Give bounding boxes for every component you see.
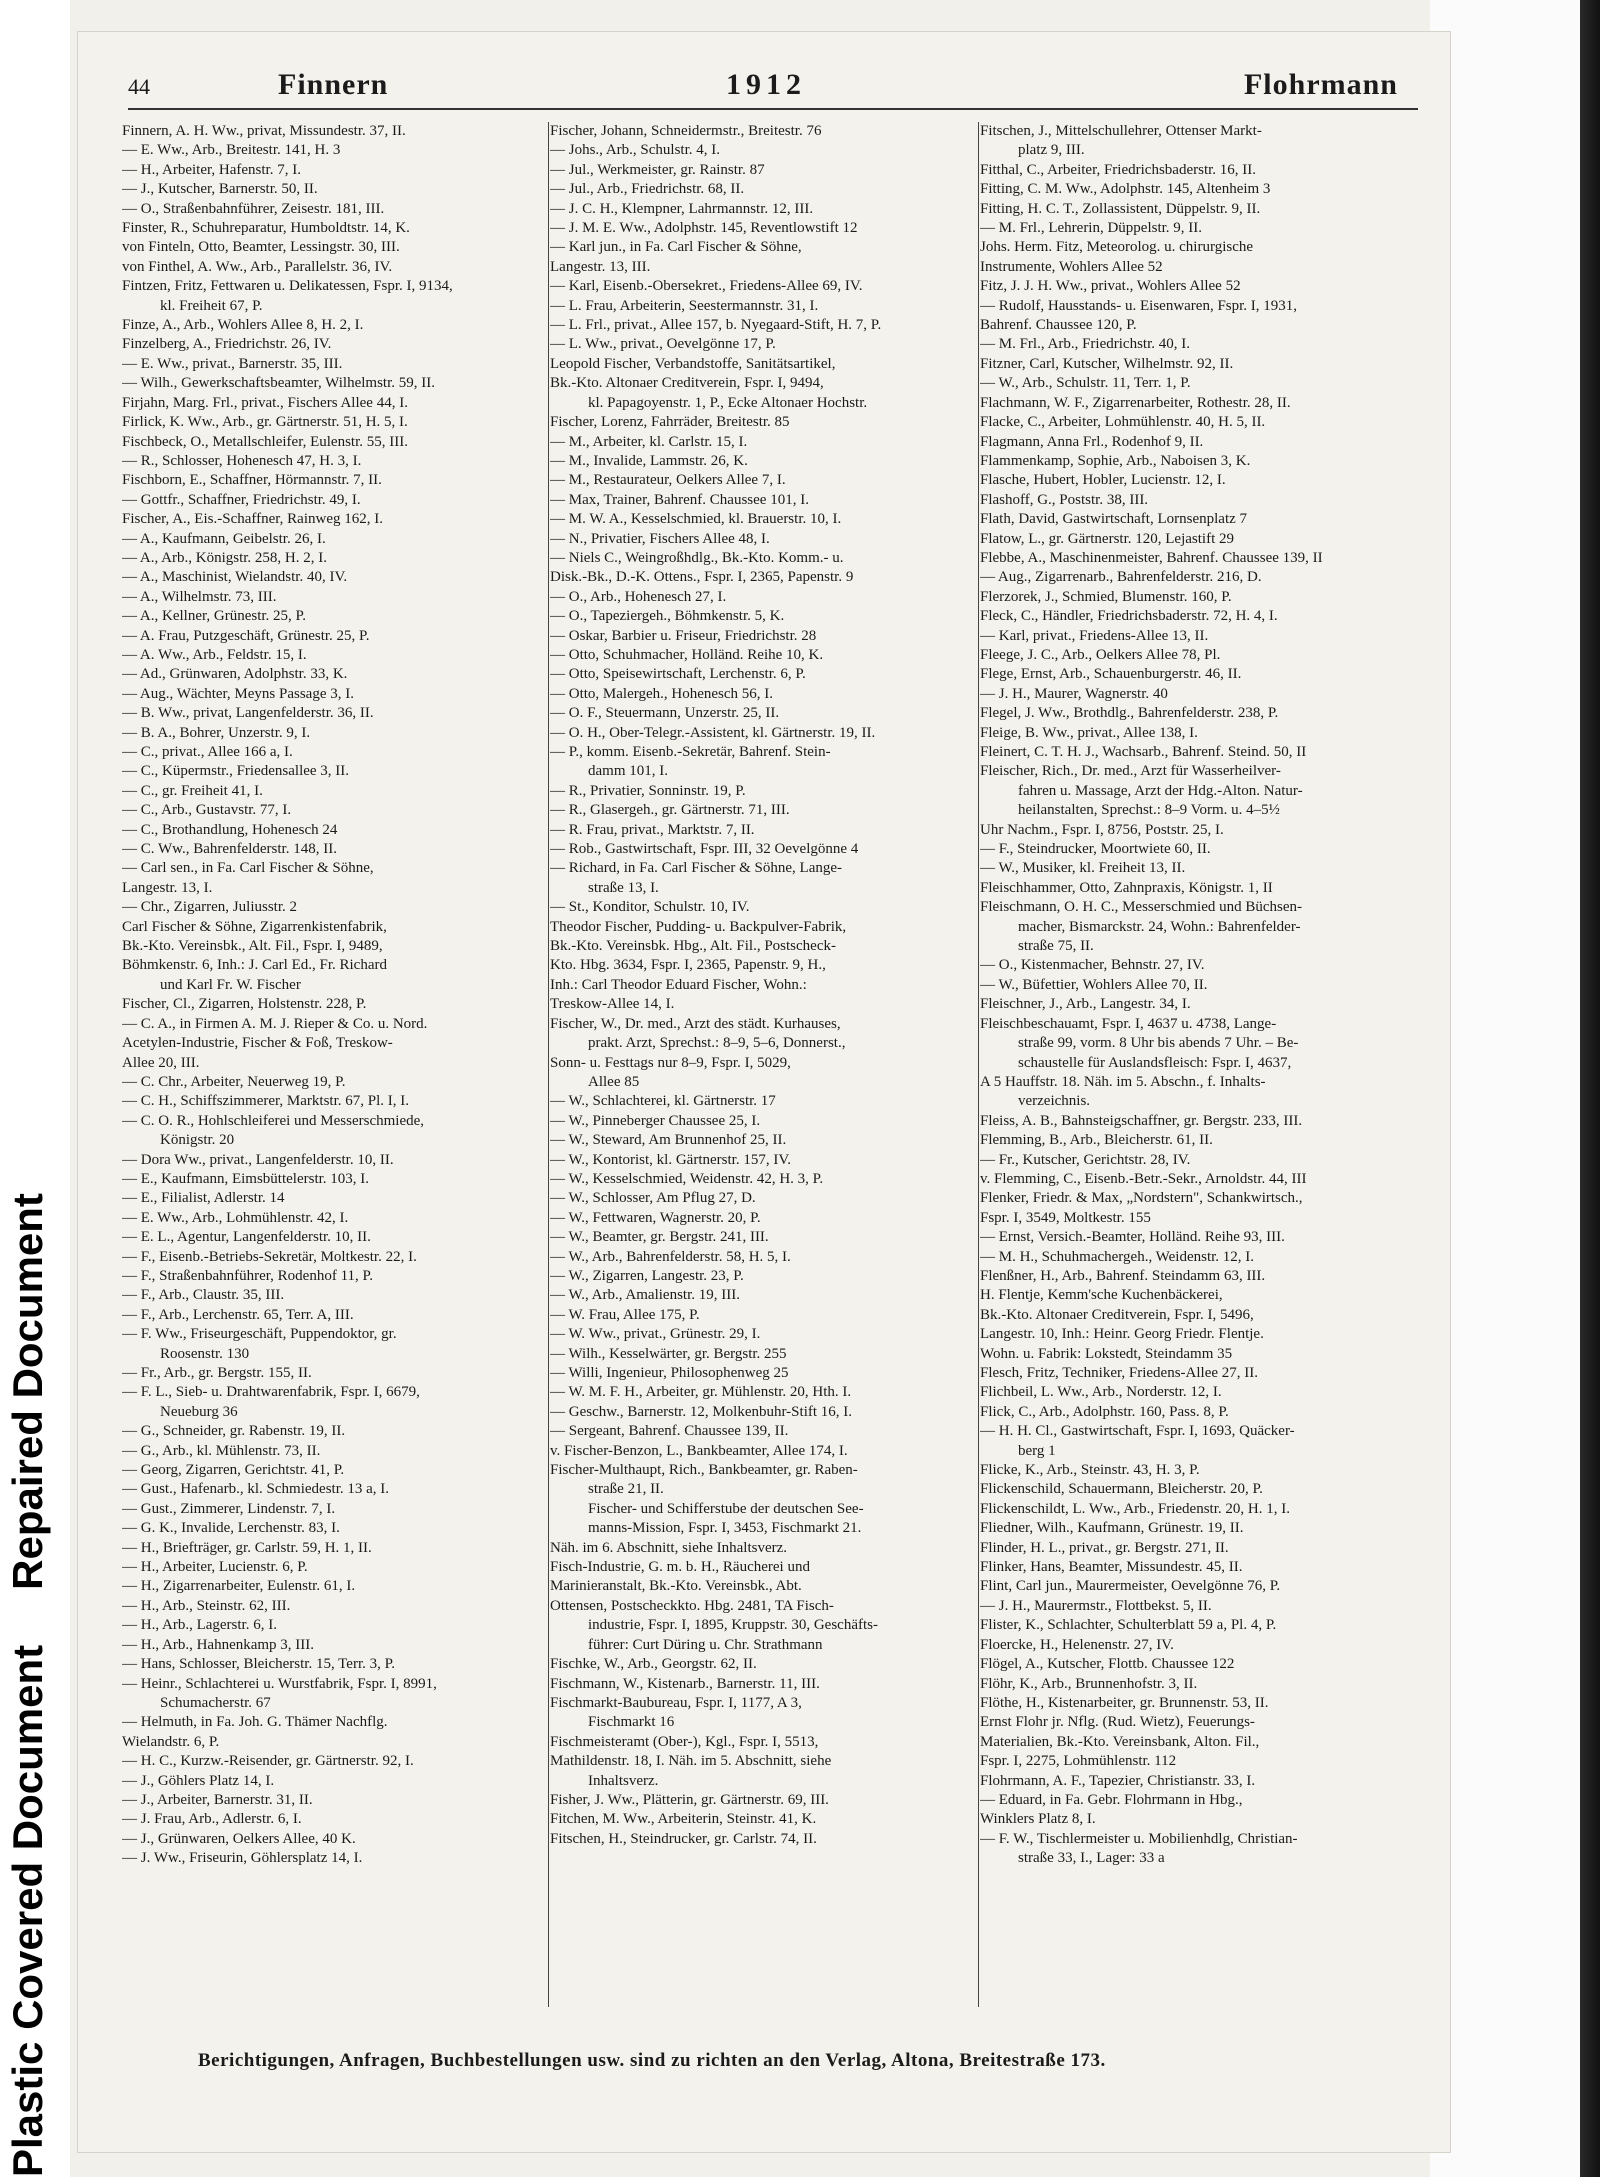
directory-entry: Fitschen, J., Mittelschullehrer, Ottenser Markt- (980, 123, 1262, 139)
header-year: 1912 (726, 68, 806, 101)
directory-entry: — G., Schneider, gr. Rabenstr. 19, II. (122, 1423, 346, 1440)
directory-entry: — W., Fettwaren, Wagnerstr. 20, P. (550, 1209, 761, 1226)
directory-columns (122, 122, 1422, 2022)
directory-entry: — H. C., Kurzw.-Reisender, gr. Gärtnerstr. 92, I. (122, 1753, 414, 1770)
directory-entry: Fleiss, A. B., Bahnsteigschaffner, gr. Bergstr. 233, III. (980, 1112, 1303, 1129)
directory-entry: — M. Frl., Lehrerin, Düppelstr. 9, II. (980, 220, 1203, 237)
directory-entry: Fischmann, W., Kistenarb., Barnerstr. 11, III. (550, 1675, 820, 1692)
directory-entry: Flagmann, Anna Frl., Rodenhof 9, II. (980, 433, 1204, 450)
directory-entry: — J., Kutscher, Barnerstr. 50, II. (122, 181, 318, 198)
directory-entry: — F., Arb., Lerchenstr. 65, Terr. A, III. (122, 1306, 354, 1323)
directory-entry: — A., Arb., Königstr. 258, H. 2, I. (122, 549, 328, 566)
directory-entry: Bahrenf. Chaussee 120, P. (980, 317, 1137, 334)
directory-entry: — W., Schlosser, Am Pflug 27, D. (550, 1190, 756, 1207)
directory-entry: — L. Frl., privat., Allee 157, b. Nyegaard-Stift, H. 7, P. (550, 317, 882, 334)
directory-entry: Fischer, Cl., Zigarren, Holstenstr. 228, P. (122, 996, 367, 1013)
directory-entry: — O., Tapeziergeh., Böhmkenstr. 5, K. (550, 608, 785, 625)
directory-entry: — W., Büfettier, Wohlers Allee 70, II. (980, 976, 1208, 993)
directory-entry: Näh. im 6. Abschnitt, siehe Inhaltsverz. (550, 1539, 788, 1556)
directory-entry: — A. Frau, Putzgeschäft, Grünestr. 25, P. (122, 627, 370, 644)
directory-entry: — Gust., Hafenarb., kl. Schmiedestr. 13 a, I. (122, 1481, 390, 1498)
directory-entry: — J. H., Maurer, Wagnerstr. 40 (980, 685, 1168, 702)
directory-entry: — B. Ww., privat, Langenfelderstr. 36, II. (122, 705, 374, 722)
directory-entry: — E. Ww., privat., Barnerstr. 35, III. (122, 355, 343, 372)
directory-entry: — Oskar, Barbier u. Friseur, Friedrichstr. 28 (550, 627, 817, 644)
directory-entry: — Jul., Arb., Friedrichstr. 68, II. (550, 181, 745, 198)
directory-entry: und Karl Fr. W. Fischer (160, 976, 301, 993)
directory-entry: Flick, C., Arb., Adolphstr. 160, Pass. 8, P. (980, 1403, 1229, 1420)
directory-entry: heilanstalten, Sprechst.: 8–9 Vorm. u. 4–5½ (1018, 802, 1280, 819)
directory-entry: Allee 85 (588, 1073, 640, 1090)
directory-entry: Flenßner, H., Arb., Bahrenf. Steindamm 63, III. (980, 1267, 1266, 1284)
directory-entry: — Wilh., Kesselwärter, gr. Bergstr. 255 (550, 1345, 787, 1362)
directory-entry: — W., Musiker, kl. Freiheit 13, II. (980, 860, 1186, 877)
directory-entry: Flögel, A., Kutscher, Flottb. Chaussee 122 (980, 1656, 1235, 1673)
directory-entry: — J., Arbeiter, Barnerstr. 31, II. (122, 1791, 313, 1808)
side-label-repaired: Repaired Document (4, 1193, 51, 1590)
directory-entry: straße 75, II. (1018, 938, 1094, 955)
directory-entry: — W., Kesselschmied, Weidenstr. 42, H. 3, P. (550, 1170, 824, 1187)
directory-entry: — E. L., Agentur, Langenfelderstr. 10, II. (122, 1229, 371, 1246)
directory-entry: — C. Ww., Bahrenfelderstr. 148, II. (122, 841, 337, 858)
directory-entry: Materialien, Bk.-Kto. Vereinsbank, Alton. Fil., (980, 1733, 1260, 1750)
directory-entry: Flister, K., Schlachter, Schulterblatt 59 a, Pl. 4, P. (980, 1617, 1277, 1634)
directory-entry: Carl Fischer & Söhne, Zigarrenkistenfabrik, (122, 918, 387, 935)
directory-entry: — O. H., Ober-Telegr.-Assistent, kl. Gärtnerstr. 19, II. (550, 724, 876, 741)
directory-entry: — Ad., Grünwaren, Adolphstr. 33, K. (122, 666, 348, 683)
directory-entry: Kto. Hbg. 3634, Fspr. I, 2365, Papenstr. 9, H., (550, 957, 826, 974)
directory-entry: — C. O. R., Hohlschleiferei und Messerschmiede, (122, 1112, 425, 1129)
directory-entry: — M., Restaurateur, Oelkers Allee 7, I. (550, 472, 786, 489)
directory-entry: Fischmarkt 16 (588, 1714, 675, 1731)
directory-entry: — J. C. H., Klempner, Lahrmannstr. 12, III. (550, 200, 814, 217)
directory-entry: Langestr. 13, III. (550, 258, 651, 275)
directory-entry: manns-Mission, Fspr. I, 3453, Fischmarkt 21. (588, 1520, 862, 1537)
page-header (128, 68, 1418, 110)
directory-entry: Bk.-Kto. Altonaer Creditverein, Fspr. I, 9494, (550, 375, 824, 392)
directory-entry: — W., Arb., Schulstr. 11, Terr. 1, P. (980, 375, 1191, 392)
directory-entry: Fitzner, Carl, Kutscher, Wilhelmstr. 92, II. (980, 355, 1234, 372)
directory-entry: Finnern, A. H. Ww., privat, Missundestr. 37, II. (122, 123, 406, 139)
directory-entry: Fitthal, C., Arbeiter, Friedrichsbaderstr. 16, II. (980, 161, 1257, 178)
directory-entry: — M., Invalide, Lammstr. 26, K. (550, 452, 748, 469)
directory-entry: — Sergeant, Bahrenf. Chaussee 139, II. (550, 1423, 789, 1440)
directory-entry: Schumacherstr. 67 (160, 1694, 271, 1711)
directory-entry: Fleischmann, O. H. C., Messerschmied und Büchsen- (980, 899, 1303, 916)
directory-entry: — G. K., Invalide, Lerchenstr. 83, I. (122, 1520, 340, 1537)
directory-entry: H. Flentje, Kemm'sche Kuchenbäckerei, (980, 1287, 1223, 1304)
directory-entry: Fischer, W., Dr. med., Arzt des städt. Kurhauses, (550, 1015, 841, 1032)
directory-entry: Bk.-Kto. Altonaer Creditverein, Fspr. I, 5496, (980, 1306, 1254, 1323)
directory-entry: — F., Steindrucker, Moortwiete 60, II. (980, 841, 1211, 858)
directory-entry: — R., Schlosser, Hohenesch 47, H. 3, I. (122, 452, 362, 469)
directory-entry: Flatow, L., gr. Gärtnerstr. 120, Lejastift 29 (980, 530, 1234, 547)
directory-entry: — Helmuth, in Fa. Joh. G. Thämer Nachflg. (122, 1714, 388, 1731)
directory-entry: Fitting, C. M. Ww., Adolphstr. 145, Altenheim 3 (980, 181, 1271, 198)
directory-entry: platz 9, III. (1018, 142, 1085, 159)
directory-entry: — P., komm. Eisenb.-Sekretär, Bahrenf. Stein- (550, 744, 831, 760)
directory-entry: Inh.: Carl Theodor Eduard Fischer, Wohn.: (550, 976, 807, 993)
directory-entry: — H., Arbeiter, Hafenstr. 7, I. (122, 161, 301, 178)
directory-entry: Flacke, C., Arbeiter, Lohmühlenstr. 40, H. 5, II. (980, 414, 1266, 431)
directory-entry: Fischmeisteramt (Ober-), Kgl., Fspr. I, 5513, (550, 1733, 819, 1750)
directory-entry: Fisch-Industrie, G. m. b. H., Räucherei und (550, 1559, 810, 1576)
directory-entry: — C., Küpermstr., Friedensallee 3, II. (122, 763, 350, 780)
directory-entry: — Otto, Speisewirtschaft, Lerchenstr. 6, P. (550, 666, 806, 683)
directory-entry: Fleege, J. C., Arb., Oelkers Allee 78, Pl. (980, 646, 1221, 663)
directory-entry: — F., Arb., Claustr. 35, III. (122, 1287, 285, 1304)
directory-entry: — O., Arb., Hohenesch 27, I. (550, 588, 727, 605)
directory-entry: — Gottfr., Schaffner, Friedrichstr. 49, I. (122, 491, 361, 508)
directory-entry: schaustelle für Auslandsfleisch: Fspr. I, 4637, (1018, 1054, 1292, 1071)
directory-entry: — Ernst, Versich.-Beamter, Holländ. Reihe 93, III. (980, 1229, 1285, 1246)
directory-entry: Fitschen, H., Steindrucker, gr. Carlstr. 74, II. (550, 1830, 817, 1847)
directory-entry: Flohrmann, A. F., Tapezier, Christianstr. 33, I. (980, 1772, 1256, 1789)
directory-entry: Johs. Herm. Fitz, Meteorolog. u. chirurgische (980, 239, 1254, 256)
directory-entry: — F. W., Tischlermeister u. Mobilienhdlg, Christian- (980, 1830, 1298, 1847)
directory-entry: — M., Arbeiter, kl. Carlstr. 15, I. (550, 433, 748, 450)
directory-entry: — F. L., Sieb- u. Drahtwarenfabrik, Fspr. I, 6679, (122, 1384, 420, 1401)
directory-entry: — Johs., Arb., Schulstr. 4, I. (550, 142, 721, 159)
directory-entry: — Richard, in Fa. Carl Fischer & Söhne, Lange- (550, 860, 843, 877)
directory-entry: Flinker, Hans, Beamter, Missundestr. 45, II. (980, 1559, 1243, 1576)
directory-entry: — W., Beamter, gr. Bergstr. 241, III. (550, 1229, 769, 1246)
directory-entry: führer: Curt Düring u. Chr. Strathmann (588, 1636, 823, 1653)
directory-entry: v. Fischer-Benzon, L., Bankbeamter, Allee 174, I. (550, 1442, 848, 1459)
directory-entry: Böhmkenstr. 6, Inh.: J. Carl Ed., Fr. Richard (122, 957, 387, 974)
directory-entry: — W., Arb., Amalienstr. 19, III. (550, 1287, 740, 1304)
directory-entry: Neueburg 36 (160, 1403, 238, 1420)
directory-entry: v. Flemming, C., Eisenb.-Betr.-Sekr., Arnoldstr. 44, III (980, 1170, 1307, 1187)
directory-entry: — B. A., Bohrer, Unzerstr. 9, I. (122, 724, 311, 741)
directory-entry: Fischmarkt-Baubureau, Fspr. I, 1177, A 3, (550, 1694, 802, 1711)
directory-entry: — W. Ww., privat., Grünestr. 29, I. (550, 1326, 761, 1343)
directory-column-1 (122, 122, 542, 2022)
directory-entry: Fleck, C., Händler, Friedrichsbaderstr. 72, H. 4, I. (980, 608, 1278, 625)
directory-entry: — O., Kistenmacher, Behnstr. 27, IV. (980, 957, 1205, 974)
directory-entry: Flegel, J. Ww., Brothdlg., Bahrenfelderstr. 238, P. (980, 705, 1279, 722)
directory-entry: — M. W. A., Kesselschmied, kl. Brauerstr. 10, I. (550, 511, 842, 528)
directory-entry: von Finthel, A. Ww., Arb., Parallelstr. 36, IV. (122, 258, 393, 275)
directory-entry: Flath, David, Gastwirtschaft, Lornsenplatz 7 (980, 511, 1248, 528)
side-caption-text (4, 1193, 52, 2177)
directory-entry: Bk.-Kto. Vereinsbk. Hbg., Alt. Fil., Postscheck- (550, 938, 836, 955)
directory-entry: — E., Filialist, Adlerstr. 14 (122, 1190, 285, 1207)
directory-entry: — Geschw., Barnerstr. 12, Molkenbuhr-Stift 16, I. (550, 1403, 853, 1420)
directory-entry: Leopold Fischer, Verbandstoffe, Sanitätsartikel, (550, 355, 836, 372)
directory-column-3 (980, 122, 1420, 2022)
directory-entry: Fitchen, M. Ww., Arbeiterin, Steinstr. 41, K. (550, 1811, 817, 1828)
directory-entry: — Fr., Kutscher, Gerichtstr. 28, IV. (980, 1151, 1191, 1168)
directory-entry: — Eduard, in Fa. Gebr. Flohrmann in Hbg., (980, 1791, 1243, 1808)
directory-entry: — E. Ww., Arb., Breitestr. 141, H. 3 (122, 142, 341, 159)
directory-entry: — Rob., Gastwirtschaft, Fspr. III, 32 Oevelgönne 4 (550, 841, 859, 858)
directory-entry: Flenker, Friedr. & Max, „Nordstern", Schankwirtsch., (980, 1190, 1303, 1207)
directory-entry: Fischer, A., Eis.-Schaffner, Rainweg 162, I. (122, 511, 383, 528)
directory-entry: straße 13, I. (588, 879, 659, 896)
directory-entry: — Fr., Arb., gr. Bergstr. 155, II. (122, 1365, 312, 1381)
directory-entry: straße 99, vorm. 8 Uhr bis abends 7 Uhr. – Be- (1018, 1035, 1299, 1052)
directory-entry: Finzelberg, A., Friedrichstr. 26, IV. (122, 336, 332, 353)
directory-entry: — E. Ww., Arb., Lohmühlenstr. 42, I. (122, 1209, 349, 1226)
directory-entry: Instrumente, Wohlers Allee 52 (980, 258, 1163, 275)
directory-entry: — Aug., Zigarrenarb., Bahrenfelderstr. 216, D. (980, 569, 1262, 586)
directory-column-2 (550, 122, 972, 2022)
directory-entry: — J. H., Maurermstr., Flottbekst. 5, II. (980, 1597, 1212, 1614)
directory-entry: Flemming, B., Arb., Bleicherstr. 61, II. (980, 1132, 1213, 1149)
directory-entry: — Hans, Schlosser, Bleicherstr. 15, Terr. 3, P. (122, 1656, 396, 1673)
directory-entry: Uhr Nachm., Fspr. I, 8756, Poststr. 25, I. (980, 821, 1224, 838)
directory-entry: — N., Privatier, Fischers Allee 48, I. (550, 530, 770, 547)
directory-entry: Fleischner, J., Arb., Langestr. 34, I. (980, 996, 1191, 1013)
directory-entry: Fleige, B. Ww., privat., Allee 138, I. (980, 724, 1198, 741)
directory-entry: Fintzen, Fritz, Fettwaren u. Delikatessen, Fspr. I, 9134, (122, 278, 453, 295)
directory-entry: Flachmann, W. F., Zigarrenarbeiter, Rothestr. 28, II. (980, 394, 1291, 411)
directory-entry: — L. Ww., privat., Oevelgönne 17, P. (550, 336, 776, 353)
directory-entry: — H., Briefträger, gr. Carlstr. 59, H. 1, II. (122, 1539, 372, 1556)
page-number: 44 (128, 74, 150, 99)
directory-entry: — Chr., Zigarren, Juliusstr. 2 (122, 899, 297, 916)
directory-entry: — L. Frau, Arbeiterin, Seestermannstr. 31, I. (550, 297, 819, 314)
directory-entry: — Jul., Werkmeister, gr. Rainstr. 87 (550, 161, 765, 178)
directory-entry: Firjahn, Marg. Frl., privat., Fischers Allee 44, I. (122, 394, 408, 411)
directory-entry: — Dora Ww., privat., Langenfelderstr. 10, II. (122, 1151, 394, 1168)
directory-entry: Flint, Carl jun., Maurermeister, Oevelgönne 76, P. (980, 1578, 1281, 1595)
directory-entry: Finze, A., Arb., Wohlers Allee 8, H. 2, I. (122, 317, 364, 334)
directory-entry: kl. Papagoyenstr. 1, P., Ecke Altonaer Hochstr. (588, 394, 868, 411)
directory-entry: — W., Schlachterei, kl. Gärtnerstr. 17 (550, 1093, 776, 1110)
directory-entry: Fleischhammer, Otto, Zahnpraxis, Königstr. 1, II (980, 879, 1273, 896)
directory-entry: — W. M. F. H., Arbeiter, gr. Mühlenstr. 20, Hth. I. (550, 1384, 852, 1401)
directory-entry: Allee 20, III. (122, 1054, 200, 1071)
directory-entry: Flöhr, K., Arb., Brunnenhofstr. 3, II. (980, 1675, 1198, 1692)
directory-entry: — H. H. Cl., Gastwirtschaft, Fspr. I, 1693, Quäcker- (980, 1423, 1295, 1440)
directory-entry: — Otto, Malergeh., Hohenesch 56, I. (550, 685, 774, 702)
directory-entry: Flashoff, G., Poststr. 38, III. (980, 491, 1149, 508)
directory-entry: — C., privat., Allee 166 a, I. (122, 744, 293, 760)
directory-entry: Fleischer, Rich., Dr. med., Arzt für Wasserheilver- (980, 763, 1281, 780)
directory-entry: — W., Kontorist, kl. Gärtnerstr. 157, IV. (550, 1151, 791, 1168)
directory-entry: Fleinert, C. T. H. J., Wachsarb., Bahrenf. Steind. 50, II (980, 744, 1307, 760)
directory-entry: Wohn. u. Fabrik: Lokstedt, Steindamm 35 (980, 1345, 1233, 1362)
directory-entry: Fischer, Johann, Schneidermstr., Breitestr. 76 (550, 123, 822, 139)
directory-entry: — W., Pinneberger Chaussee 25, I. (550, 1112, 761, 1129)
directory-entry: Fischborn, E., Schaffner, Hörmannstr. 7, II. (122, 472, 382, 489)
directory-entry: Ernst Flohr jr. Nflg. (Rud. Wietz), Feuerungs- (980, 1714, 1255, 1731)
directory-entry: Sonn- u. Festtags nur 8–9, Fspr. I, 5029, (550, 1054, 791, 1071)
directory-entry: — W., Steward, Am Brunnenhof 25, II. (550, 1132, 787, 1149)
directory-entry: Fitting, H. C. T., Zollassistent, Düppelstr. 9, II. (980, 200, 1261, 217)
directory-entry: straße 21, II. (588, 1481, 664, 1498)
directory-entry: Königstr. 20 (160, 1132, 235, 1149)
directory-entry: — F. Ww., Friseurgeschäft, Puppendoktor, gr. (122, 1326, 397, 1343)
directory-entry: — C. A., in Firmen A. M. J. Rieper & Co. u. Nord. (122, 1015, 428, 1032)
directory-entry: — Niels C., Weingroßhdlg., Bk.-Kto. Komm.- u. (550, 549, 844, 566)
side-caption (0, 0, 70, 2177)
directory-entry: — J. M. E. Ww., Adolphstr. 145, Reventlowstift 12 (550, 220, 858, 237)
directory-entry: Wielandstr. 6, P. (122, 1733, 220, 1750)
directory-entry: — R., Privatier, Sonninstr. 19, P. (550, 782, 746, 799)
directory-entry: — H., Arb., Steinstr. 62, III. (122, 1597, 291, 1614)
directory-entry: — M. H., Schuhmachergeh., Weidenstr. 12, I. (980, 1248, 1255, 1265)
directory-entry: Roosenstr. 130 (160, 1345, 250, 1362)
directory-entry: Fspr. I, 2275, Lohmühlenstr. 112 (980, 1753, 1177, 1770)
directory-entry: Winklers Platz 8, I. (980, 1811, 1096, 1828)
directory-entry: von Finteln, Otto, Beamter, Lessingstr. 30, III. (122, 239, 400, 256)
directory-entry: Inhaltsverz. (588, 1772, 659, 1789)
directory-entry: industrie, Fspr. I, 1895, Kruppstr. 30, Geschäfts- (588, 1617, 878, 1634)
document-page (78, 32, 1450, 2152)
directory-entry: prakt. Arzt, Sprechst.: 8–9, 5–6, Donnerst., (588, 1035, 846, 1052)
directory-entry: Flichbeil, L. Ww., Arb., Norderstr. 12, I. (980, 1384, 1222, 1401)
directory-entry: — Max, Trainer, Bahrenf. Chaussee 101, I. (550, 491, 809, 508)
directory-entry: — A. Ww., Arb., Feldstr. 15, I. (122, 646, 307, 663)
directory-entry: Flasche, Hubert, Hobler, Lucienstr. 12, I. (980, 472, 1226, 489)
directory-entry: — Rudolf, Hausstands- u. Eisenwaren, Fspr. I, 1931, (980, 297, 1298, 314)
directory-entry: — Karl, privat., Friedens-Allee 13, II. (980, 627, 1209, 644)
directory-entry: Theodor Fischer, Pudding- u. Backpulver-Fabrik, (550, 918, 847, 935)
directory-entry: straße 33, I., Lager: 33 a (1018, 1850, 1165, 1867)
scanner-edge (1430, 0, 1600, 2177)
directory-entry: — H., Zigarrenarbeiter, Eulenstr. 61, I. (122, 1578, 356, 1595)
directory-entry: — W. Frau, Allee 175, P. (550, 1306, 700, 1323)
publisher-footer: Berichtigungen, Anfragen, Buchbestellungen usw. sind zu richten an den Verlag, Altona, Breitestraße 173. (198, 2050, 1106, 2071)
directory-entry: Fliedner, Wilh., Kaufmann, Grünestr. 19, II. (980, 1520, 1244, 1537)
directory-entry: — J. Ww., Friseurin, Göhlersplatz 14, I. (122, 1850, 363, 1867)
directory-entry: damm 101, I. (588, 763, 668, 780)
directory-entry: — F., Eisenb.-Betriebs-Sekretär, Moltkestr. 22, I. (122, 1248, 417, 1265)
directory-entry: Ottensen, Postscheckkto. Hbg. 2481, TA Fisch- (550, 1597, 834, 1614)
directory-entry: Flesch, Fritz, Techniker, Friedens-Allee 27, II. (980, 1365, 1258, 1381)
directory-entry: Acetylen-Industrie, Fischer & Foß, Treskow- (122, 1035, 393, 1052)
directory-entry: — A., Kellner, Grünestr. 25, P. (122, 608, 306, 625)
directory-entry: — Carl sen., in Fa. Carl Fischer & Söhne, (122, 860, 374, 877)
directory-entry: — Karl jun., in Fa. Carl Fischer & Söhne, (550, 239, 802, 256)
directory-entry: — H., Arb., Lagerstr. 6, I. (122, 1617, 277, 1634)
directory-entry: — C. H., Schiffszimmerer, Marktstr. 67, Pl. I, I. (122, 1093, 410, 1110)
directory-entry: Fischbeck, O., Metallschleifer, Eulenstr. 55, III. (122, 433, 408, 450)
directory-entry: — C., Brothandlung, Hohenesch 24 (122, 821, 338, 838)
directory-entry: — A., Wilhelmstr. 73, III. (122, 588, 277, 605)
directory-entry: — G., Arb., kl. Mühlenstr. 73, II. (122, 1442, 321, 1459)
directory-entry: Firlick, K. Ww., Arb., gr. Gärtnerstr. 51, H. 5, I. (122, 414, 408, 431)
directory-entry: kl. Freiheit 67, P. (160, 297, 263, 314)
directory-entry: — C., Arb., Gustavstr. 77, I. (122, 802, 292, 819)
directory-entry: — Georg, Zigarren, Gerichtstr. 41, P. (122, 1462, 345, 1479)
directory-entry: Fischke, W., Arb., Georgstr. 62, II. (550, 1656, 757, 1673)
directory-entry: — F., Straßenbahnführer, Rodenhof 11, P. (122, 1267, 373, 1284)
directory-entry: Flebbe, A., Maschinenmeister, Bahrenf. Chaussee 139, II (980, 549, 1323, 566)
directory-entry: — J. Frau, Arb., Adlerstr. 6, I. (122, 1811, 302, 1828)
directory-entry: Marinieranstalt, Bk.-Kto. Vereinsbk., Abt. (550, 1578, 802, 1595)
directory-entry: berg 1 (1018, 1442, 1056, 1459)
directory-entry: Fitz, J. J. H. Ww., privat., Wohlers Allee 52 (980, 278, 1241, 295)
directory-entry: Fleischbeschauamt, Fspr. I, 4637 u. 4738, Lange- (980, 1015, 1277, 1032)
directory-entry: — Otto, Schuhmacher, Holländ. Reihe 10, K. (550, 646, 824, 663)
directory-entry: Flöthe, H., Kistenarbeiter, gr. Brunnenstr. 53, II. (980, 1694, 1269, 1711)
directory-entry: — Heinr., Schlachterei u. Wurstfabrik, Fspr. I, 8991, (122, 1675, 437, 1692)
directory-entry: Flege, Ernst, Arb., Schauenburgerstr. 46, II. (980, 666, 1242, 683)
directory-entry: — O. F., Steuermann, Unzerstr. 25, II. (550, 705, 780, 722)
directory-entry: — C., gr. Freiheit 41, I. (122, 782, 263, 799)
directory-entry: — A., Kaufmann, Geibelstr. 26, I. (122, 530, 326, 547)
directory-entry: — R. Frau, privat., Marktstr. 7, II. (550, 821, 755, 838)
directory-entry: A 5 Hauffstr. 18. Näh. im 5. Abschn., f. Inhalts- (980, 1073, 1266, 1090)
header-last-entry: Flohrmann (1243, 68, 1398, 101)
directory-entry: Fisher, J. Ww., Plätterin, gr. Gärtnerstr. 69, III. (550, 1791, 829, 1808)
side-label-plastic: Plastic Covered Document (4, 1644, 51, 2177)
directory-entry: Fischer, Lorenz, Fahrräder, Breitestr. 85 (550, 414, 790, 431)
directory-entry: — W., Zigarren, Langestr. 23, P. (550, 1267, 744, 1284)
directory-entry: — Karl, Eisenb.-Obersekret., Friedens-Allee 69, IV. (550, 278, 863, 295)
directory-entry: Flerzorek, J., Schmied, Blumenstr. 160, P. (980, 588, 1232, 605)
directory-entry: Flinder, H. L., privat., gr. Bergstr. 271, II. (980, 1539, 1229, 1556)
directory-entry: Flickenschildt, L. Ww., Arb., Friedenstr. 20, H. 1, I. (980, 1500, 1290, 1517)
directory-entry: — A., Maschinist, Wielandstr. 40, IV. (122, 569, 348, 586)
directory-entry: — Gust., Zimmerer, Lindenstr. 7, I. (122, 1500, 336, 1517)
directory-entry: — Wilh., Gewerkschaftsbeamter, Wilhelmstr. 59, II. (122, 375, 435, 392)
directory-entry: — J., Göhlers Platz 14, I. (122, 1772, 275, 1789)
directory-entry: — M. Frl., Arb., Friedrichstr. 40, I. (980, 336, 1190, 353)
directory-entry: Disk.-Bk., D.-K. Ottens., Fspr. I, 2365, Papenstr. 9 (550, 569, 854, 586)
directory-entry: Flammenkamp, Sophie, Arb., Naboisen 3, K. (980, 452, 1251, 469)
directory-entry: fahren u. Massage, Arzt der Hdg.-Alton. Natur- (1018, 782, 1303, 799)
directory-entry: Flicke, K., Arb., Steinstr. 43, H. 3, P. (980, 1462, 1200, 1479)
directory-entry: — St., Konditor, Schulstr. 10, IV. (550, 899, 750, 916)
header-first-entry: Finnern (278, 68, 389, 101)
directory-entry: — Willi, Ingenieur, Philosophenweg 25 (550, 1365, 789, 1381)
directory-entry: Finster, R., Schuhreparatur, Humboldtstr. 14, K. (122, 220, 410, 237)
directory-entry: Fischer- und Schifferstube der deutschen See- (588, 1500, 864, 1517)
directory-entry: — Aug., Wächter, Meyns Passage 3, I. (122, 685, 354, 702)
directory-entry: verzeichnis. (1018, 1093, 1091, 1110)
directory-entry: Flickenschild, Schauermann, Bleicherstr. 20, P. (980, 1481, 1263, 1498)
directory-entry: Bk.-Kto. Vereinsbk., Alt. Fil., Fspr. I, 9489, (122, 938, 383, 955)
directory-entry: — C. Chr., Arbeiter, Neuerweg 19, P. (122, 1073, 346, 1090)
directory-entry: Treskow-Allee 14, I. (550, 996, 675, 1013)
directory-entry: Floercke, H., Helenenstr. 27, IV. (980, 1636, 1174, 1653)
directory-entry: Mathildenstr. 18, I. Näh. im 5. Abschnitt, siehe (550, 1753, 832, 1770)
directory-entry: Fspr. I, 3549, Moltkestr. 155 (980, 1209, 1151, 1226)
directory-entry: — W., Arb., Bahrenfelderstr. 58, H. 5, I. (550, 1248, 791, 1265)
directory-entry: — H., Arb., Hahnenkamp 3, III. (122, 1636, 315, 1653)
directory-entry: — R., Glasergeh., gr. Gärtnerstr. 71, III. (550, 802, 790, 819)
directory-entry: Langestr. 13, I. (122, 879, 213, 896)
directory-entry: Langestr. 10, Inh.: Heinr. Georg Friedr. Flentje. (980, 1326, 1264, 1343)
directory-entry: — H., Arbeiter, Lucienstr. 6, P. (122, 1559, 308, 1576)
directory-entry: — J., Grünwaren, Oelkers Allee, 40 K. (122, 1830, 356, 1847)
directory-entry: macher, Bismarckstr. 24, Wohn.: Bahrenfelder- (1018, 918, 1301, 935)
directory-entry: — O., Straßenbahnführer, Zeisestr. 181, III. (122, 200, 385, 217)
directory-entry: Fischer-Multhaupt, Rich., Bankbeamter, gr. Raben- (550, 1462, 858, 1479)
directory-entry: — E., Kaufmann, Eimsbüttelerstr. 103, I. (122, 1170, 370, 1187)
